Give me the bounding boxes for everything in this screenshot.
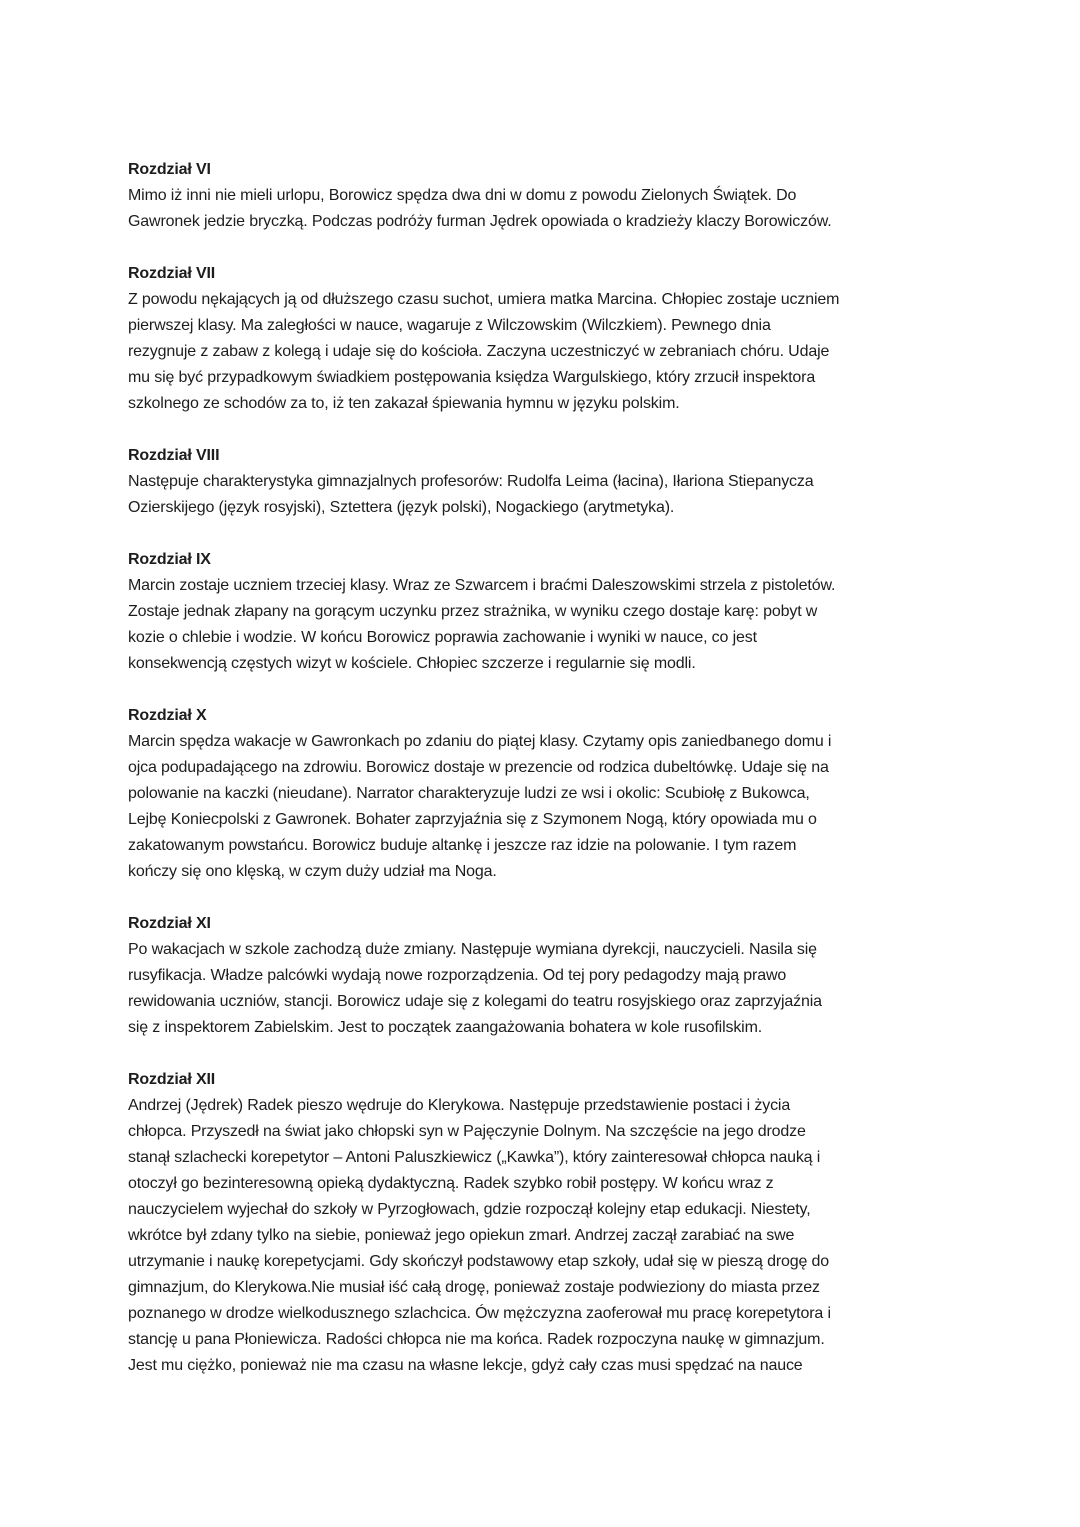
section-heading: Rozdział XII: [128, 1071, 216, 1088]
paragraph-line: chłopca. Przyszedł na świat jako chłopski syn w Pajęczynie Dolnym. Na szczęście na jego drodze: [128, 1123, 806, 1140]
paragraph-line: Gawronek jedzie bryczką. Podczas podróży furman Jędrek opowiada o kradzieży klaczy Borowiczów.: [128, 213, 832, 230]
section-heading: Rozdział IX: [128, 551, 211, 568]
paragraph-line: utrzymanie i naukę korepetycjami. Gdy skończył podstawowy etap szkoły, udał się w pieszą drogę do: [128, 1253, 830, 1270]
section-rozdzial-xi: [128, 911, 952, 1041]
paragraph-line: kozie o chlebie i wodzie. W końcu Borowicz poprawia zachowanie i wyniki w nauce, co jest: [128, 629, 757, 646]
paragraph-line: pierwszej klasy. Ma zaległości w nauce, wagaruje z Wilczowskim (Wilczkiem). Pewnego dnia: [128, 317, 771, 334]
paragraph-line: Mimo iż inni nie mieli urlopu, Borowicz spędza dwa dni w domu z powodu Zielonych Świątek. Do: [128, 187, 797, 204]
paragraph-line: nauczycielem wyjechał do szkoły w Pyrzogłowach, gdzie rozpoczął kolejny etap edukacji. Niestety,: [128, 1201, 811, 1218]
paragraph-line: poznanego w drodze wielkodusznego szlachcica. Ów mężczyzna zaoferował mu pracę korepetytora i: [128, 1305, 831, 1322]
section-heading: Rozdział X: [128, 707, 207, 724]
paragraph-line: stanął szlachecki korepetytor – Antoni Paluszkiewicz („Kawka”), który zainteresował chłopca nauką i: [128, 1149, 821, 1166]
section-rozdzial-x: [128, 703, 952, 885]
paragraph-line: się z inspektorem Zabielskim. Jest to początek zaangażowania bohatera w kole rusofilskim.: [128, 1019, 763, 1036]
paragraph-line: Marcin zostaje uczniem trzeciej klasy. Wraz ze Szwarcem i braćmi Daleszowskimi strzela z pistoletów.: [128, 577, 836, 594]
paragraph-line: szkolnego ze schodów za to, iż ten zakazał śpiewania hymnu w języku polskim.: [128, 395, 680, 412]
paragraph-line: Z powodu nękających ją od dłuższego czasu suchot, umiera matka Marcina. Chłopiec zostaje uczniem: [128, 291, 840, 308]
paragraph-line: mu się być przypadkowym świadkiem postępowania księdza Wargulskiego, który zrzucił inspektora: [128, 369, 816, 386]
paragraph-line: gimnazjum, do Klerykowa.Nie musiał iść całą drogę, ponieważ zostaje podwieziony do miasta przez: [128, 1279, 820, 1296]
paragraph-line: Andrzej (Jędrek) Radek pieszo wędruje do Klerykowa. Następuje przedstawienie postaci i życia: [128, 1097, 791, 1114]
paragraph-line: polowanie na kaczki (nieudane). Narrator charakteryzuje ludzi ze wsi i okolic: Scubiołę z Bukowca,: [128, 785, 810, 802]
paragraph-line: Po wakacjach w szkole zachodzą duże zmiany. Następuje wymiana dyrekcji, nauczycieli. Nasila się: [128, 941, 817, 958]
paragraph-line: rezygnuje z zabaw z kolegą i udaje się do kościoła. Zaczyna uczestniczyć w zebraniach chóru. Udaje: [128, 343, 830, 360]
paragraph-line: kończy się ono klęską, w czym duży udział ma Noga.: [128, 863, 497, 880]
section-heading: Rozdział VIII: [128, 447, 220, 464]
section-rozdzial-xii: [128, 1067, 952, 1379]
section-rozdzial-vii: [128, 261, 952, 417]
section-heading: Rozdział VII: [128, 265, 216, 282]
section-rozdzial-viii: [128, 443, 952, 521]
paragraph-line: Ozierskijego (język rosyjski), Sztettera (język polski), Nogackiego (arytmetyka).: [128, 499, 675, 516]
paragraph-line: otoczył go bezinteresowną opieką dydaktyczną. Radek szybko robił postępy. W końcu wraz z: [128, 1175, 774, 1192]
paragraph-line: Lejbę Koniecpolski z Gawronek. Bohater zaprzyjaźnia się z Szymonem Nogą, który opowiada mu o: [128, 811, 817, 828]
section-heading: Rozdział XI: [128, 915, 211, 932]
paragraph-line: Marcin spędza wakacje w Gawronkach po zdaniu do piątej klasy. Czytamy opis zaniedbanego domu i: [128, 733, 832, 750]
paragraph-line: Zostaje jednak złapany na gorącym uczynku przez strażnika, w wyniku czego dostaje karę: pobyt w: [128, 603, 818, 620]
paragraph-line: Następuje charakterystyka gimnazjalnych profesorów: Rudolfa Leima (łacina), Iłariona Stiepanycza: [128, 473, 814, 490]
paragraph-line: zakatowanym powstańcu. Borowicz buduje altankę i jeszcze raz idzie na polowanie. I tym razem: [128, 837, 797, 854]
paragraph-line: ojca podupadającego na zdrowiu. Borowicz dostaje w prezencie od rodzica dubeltówkę. Udaje się na: [128, 759, 829, 776]
paragraph-line: rewidowania uczniów, stancji. Borowicz udaje się z kolegami do teatru rosyjskiego oraz zaprzyjaźnia: [128, 993, 822, 1010]
paragraph-line: wkrótce był zdany tylko na siebie, ponieważ jego opiekun zmarł. Andrzej zaczął zarabiać na swe: [128, 1227, 795, 1244]
paragraph-line: stancję u pana Płoniewicza. Radości chłopca nie ma końca. Radek rozpoczyna naukę w gimnazjum.: [128, 1331, 825, 1348]
document-sections: [128, 157, 952, 1379]
section-rozdzial-ix: [128, 547, 952, 677]
paragraph-line: rusyfikacja. Władze palcówki wydają nowe rozporządzenia. Od tej pory pedagodzy mają prawo: [128, 967, 787, 984]
section-rozdzial-vi: [128, 157, 952, 235]
section-heading: Rozdział VI: [128, 161, 211, 178]
paragraph-line: Jest mu ciężko, ponieważ nie ma czasu na własne lekcje, gdyż cały czas musi spędzać na nauce: [128, 1357, 803, 1374]
paragraph-line: konsekwencją częstych wizyt w kościele. Chłopiec szczerze i regularnie się modli.: [128, 655, 696, 672]
